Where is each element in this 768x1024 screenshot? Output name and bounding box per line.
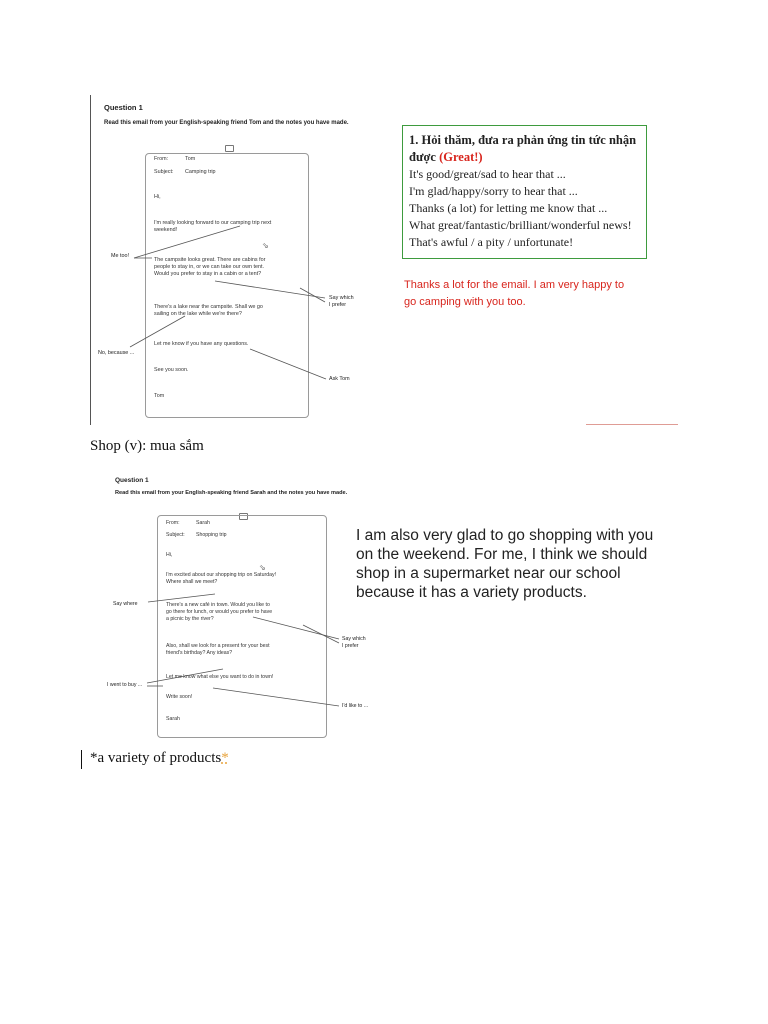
figure-camping: [90, 95, 678, 425]
annotation-lines: [103, 473, 678, 740]
email-signature: Sarah: [166, 716, 180, 722]
tip-heading-pre: được: [409, 150, 440, 164]
email-from-value: Sarah: [196, 520, 210, 526]
note-say-which: Say which I prefer: [329, 295, 354, 308]
correction-mark: *: [221, 750, 229, 766]
note-i-went-to-buy: I went to buy ...: [107, 682, 143, 688]
note-say-which: Say which I prefer: [342, 636, 366, 649]
email-paragraph-2: There's a new café in town. Would you like to go there for lunch, or would you prefer to have a picnic by the river?: [166, 602, 273, 623]
phrase-tip-box: [402, 125, 647, 259]
email-paragraph-3: Also, shall we look for a present for your best friend's birthday? Any ideas?: [166, 643, 270, 657]
email-from-label: From:: [166, 520, 180, 526]
note-ask-tom: Ask Tom: [329, 376, 350, 382]
correction-line: [90, 750, 229, 767]
note-id-like-to: I'd like to ...: [342, 703, 369, 709]
email-paragraph-3: There's a lake near the campsite. Shall we go sailing on the lake while we're there?: [154, 304, 263, 318]
tip-line: What great/fantastic/brilliant/wonderful news!: [409, 218, 632, 232]
email-subject-value: Shopping trip: [196, 532, 227, 538]
tip-heading: 1. Hỏi thăm, đưa ra phản ứng tin tức nhận: [409, 133, 637, 147]
tip-line: It's good/great/sad to hear that ...: [409, 167, 566, 181]
email-subject-value: Camping trip: [185, 169, 216, 175]
question-instruction: Read this email from your English-speaking friend Sarah and the notes you have made.: [115, 490, 348, 496]
text-caret: [81, 750, 82, 769]
answer-text: I am also very glad to go shopping with you on the weekend. For me, I think we should shop in a supermarket near our school because it has a variety products.: [356, 527, 654, 601]
email-from-label: From:: [154, 156, 169, 162]
email-subject-label: Subject:: [166, 532, 185, 538]
email-paragraph-5: See you soon.: [154, 367, 189, 373]
answer-text-red: Thanks a lot for the email. I am very happy to go camping with you too.: [404, 279, 625, 308]
email-paragraph-5: Write soon!: [166, 694, 193, 700]
email-subject-label: Subject:: [154, 169, 174, 175]
question-title: Question 1: [104, 103, 143, 112]
note-no-because: No, because ...: [98, 350, 135, 356]
tip-heading-great: (Great!): [439, 150, 483, 164]
tip-line: Thanks (a lot) for letting me know that ...: [409, 201, 608, 215]
note-say-where: Say where: [113, 601, 138, 607]
email-greeting: Hi,: [166, 552, 173, 558]
cursor-icon: ⇘: [262, 241, 269, 250]
email-paragraph-4: Let me know if you have any questions.: [154, 341, 249, 347]
correction-text: *a variety of products: [90, 750, 222, 766]
tip-line: That's awful / a pity / unfortunate!: [409, 235, 574, 249]
question-title: Question 1: [115, 477, 149, 484]
tip-heading-line2: [409, 149, 646, 166]
cursor-icon: ⇘: [259, 563, 266, 572]
email-paragraph-1: I'm really looking forward to our camping trip next weekend!: [154, 220, 272, 234]
email-paragraph-1: I'm excited about our shopping trip on Saturday! Where shall we meet?: [166, 572, 276, 586]
vocab-line: Shop (v): mua sắm: [90, 438, 204, 454]
email-paragraph-4: Let me know what else you want to do in town!: [166, 674, 274, 680]
email-from-value: Tom: [185, 156, 196, 162]
figure-shopping: [103, 473, 678, 740]
tip-line: I'm glad/happy/sorry to hear that ...: [409, 184, 578, 198]
note-me-too: Me too!: [111, 253, 129, 259]
email-greeting: Hi,: [154, 194, 161, 200]
email-paragraph-2: The campsite looks great. There are cabins for people to stay in, or we can take our own tent. Would you prefer to stay in a cabin or a tent?: [154, 257, 266, 278]
question-instruction: Read this email from your English-speaking friend Tom and the notes you have made.: [104, 120, 349, 126]
email-signature: Tom: [154, 393, 165, 399]
